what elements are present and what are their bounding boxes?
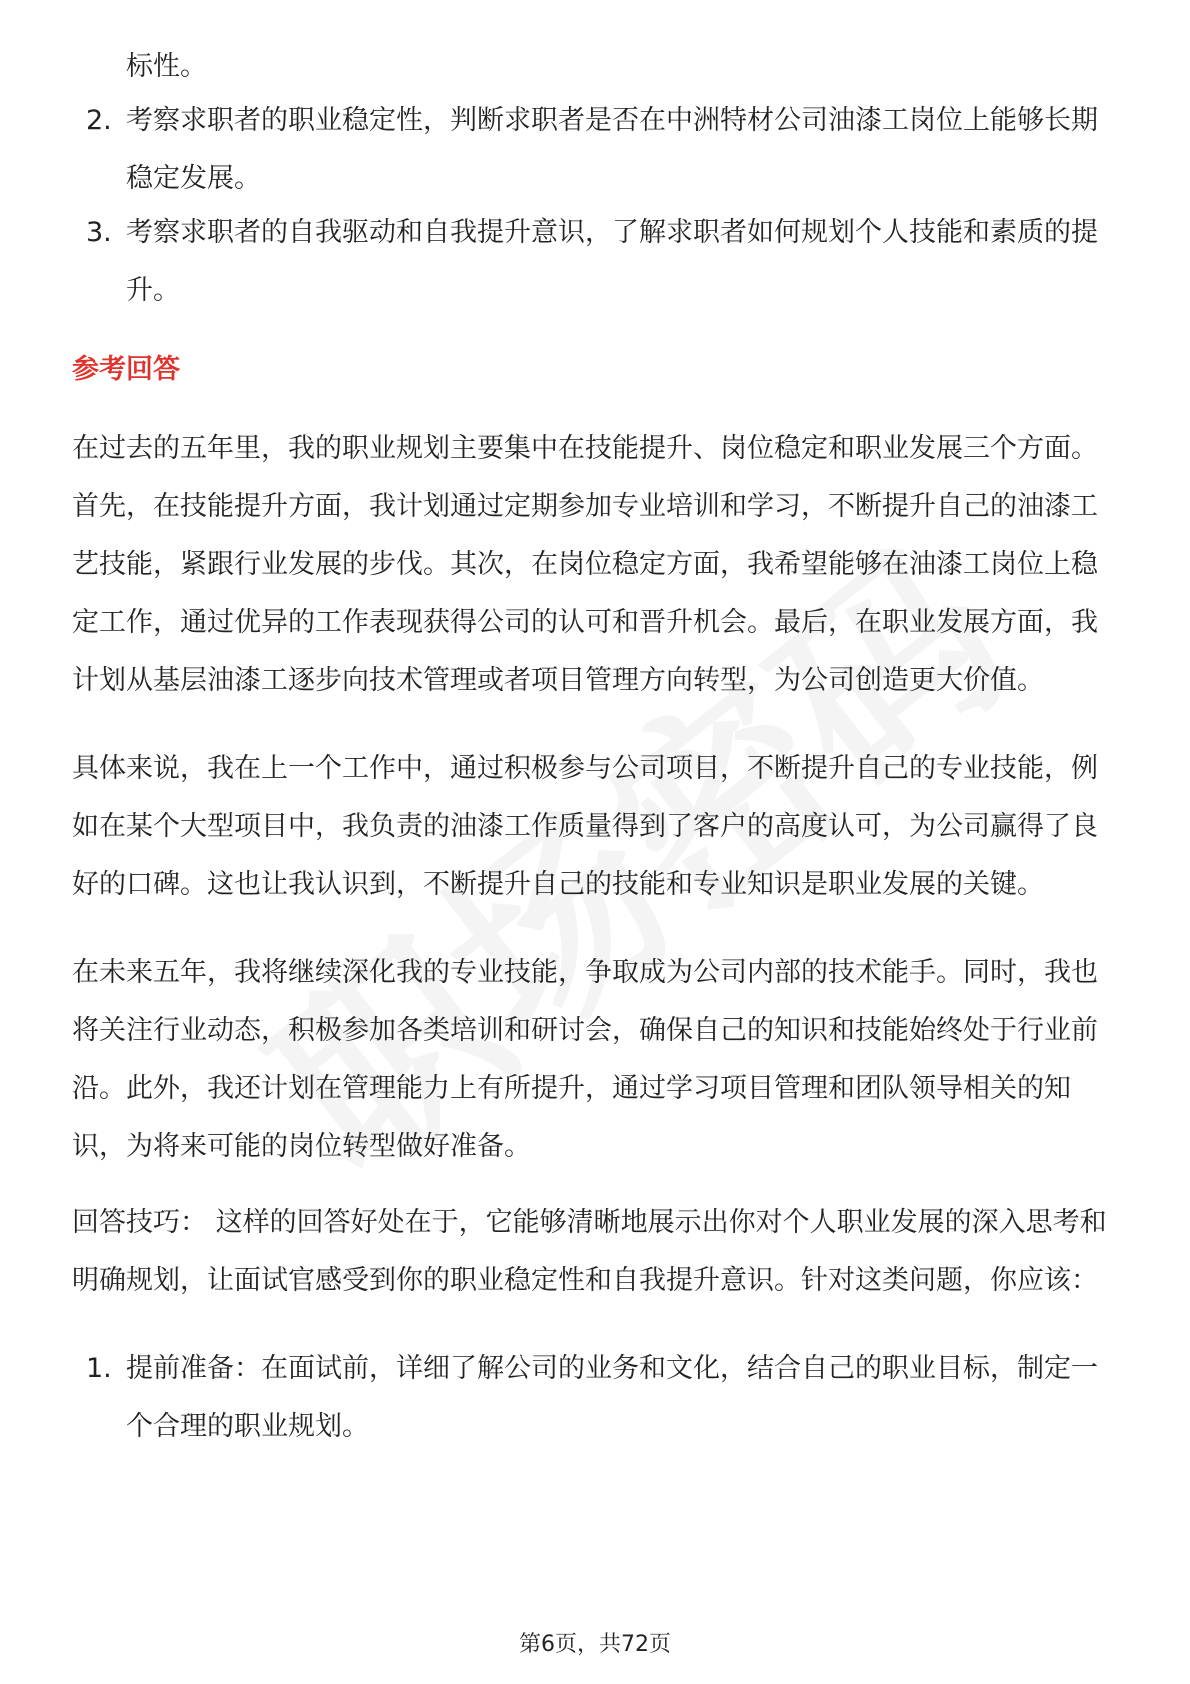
list-item <box>72 1340 1122 1456</box>
list-item-text: 考察求职者的自我驱动和自我提升意识，了解求职者如何规划个人技能和素质的提升。 <box>126 217 1098 306</box>
tips-list <box>72 1340 1122 1456</box>
page-footer: 第6页，共72页 <box>519 1632 671 1657</box>
list-item-text: 标性。 <box>126 51 207 82</box>
document-page <box>72 38 1122 1456</box>
tips-paragraph: 回答技巧： 这样的回答好处在于，它能够清晰地展示出你对个人职业发展的深入思考和明确规划，让面试官感受到你的职业稳定性和自我提升意识。针对这类问题，你应该： <box>72 1207 1107 1296</box>
answer-paragraph: 在未来五年，我将继续深化我的专业技能，争取成为公司内部的技术能手。同时，我也将关注行业动态，积极参加各类培训和研讨会，确保自己的知识和技能始终处于行业前沿。此外，我还计划在管理能力上有所提升，通过学习项目管理和团队领导相关的知识，为将来可能的岗位转型做好准备。 <box>72 957 1098 1162</box>
list-item-number: 3. <box>86 217 112 248</box>
list-item-number: 1. <box>86 1353 112 1384</box>
list-item-number: 2. <box>86 105 112 136</box>
list-item <box>72 38 1122 96</box>
answer-paragraph: 具体来说，我在上一个工作中，通过积极参与公司项目，不断提升自己的专业技能，例如在某个大型项目中，我负责的油漆工作质量得到了客户的高度认可，为公司赢得了良好的口碑。这也让我认识到，不断提升自己的技能和专业知识是职业发展的关键。 <box>72 753 1098 900</box>
list-item-text: 提前准备：在面试前，详细了解公司的业务和文化，结合自己的职业目标，制定一个合理的职业规划。 <box>126 1353 1098 1442</box>
intro-list <box>72 38 1122 320</box>
list-item-text: 考察求职者的职业稳定性，判断求职者是否在中洲特材公司油漆工岗位上能够长期稳定发展。 <box>126 105 1098 194</box>
section-title: 参考回答 <box>72 354 180 385</box>
list-item <box>72 92 1122 208</box>
list-item <box>72 204 1122 320</box>
answer-paragraph: 在过去的五年里，我的职业规划主要集中在技能提升、岗位稳定和职业发展三个方面。首先，在技能提升方面，我计划通过定期参加专业培训和学习，不断提升自己的油漆工艺技能，紧跟行业发展的步伐。其次，在岗位稳定方面，我希望能够在油漆工岗位上稳定工作，通过优异的工作表现获得公司的认可和晋升机会。最后，在职业发展方面，我计划从基层油漆工逐步向技术管理或者项目管理方向转型，为公司创造更大价值。 <box>72 433 1098 696</box>
